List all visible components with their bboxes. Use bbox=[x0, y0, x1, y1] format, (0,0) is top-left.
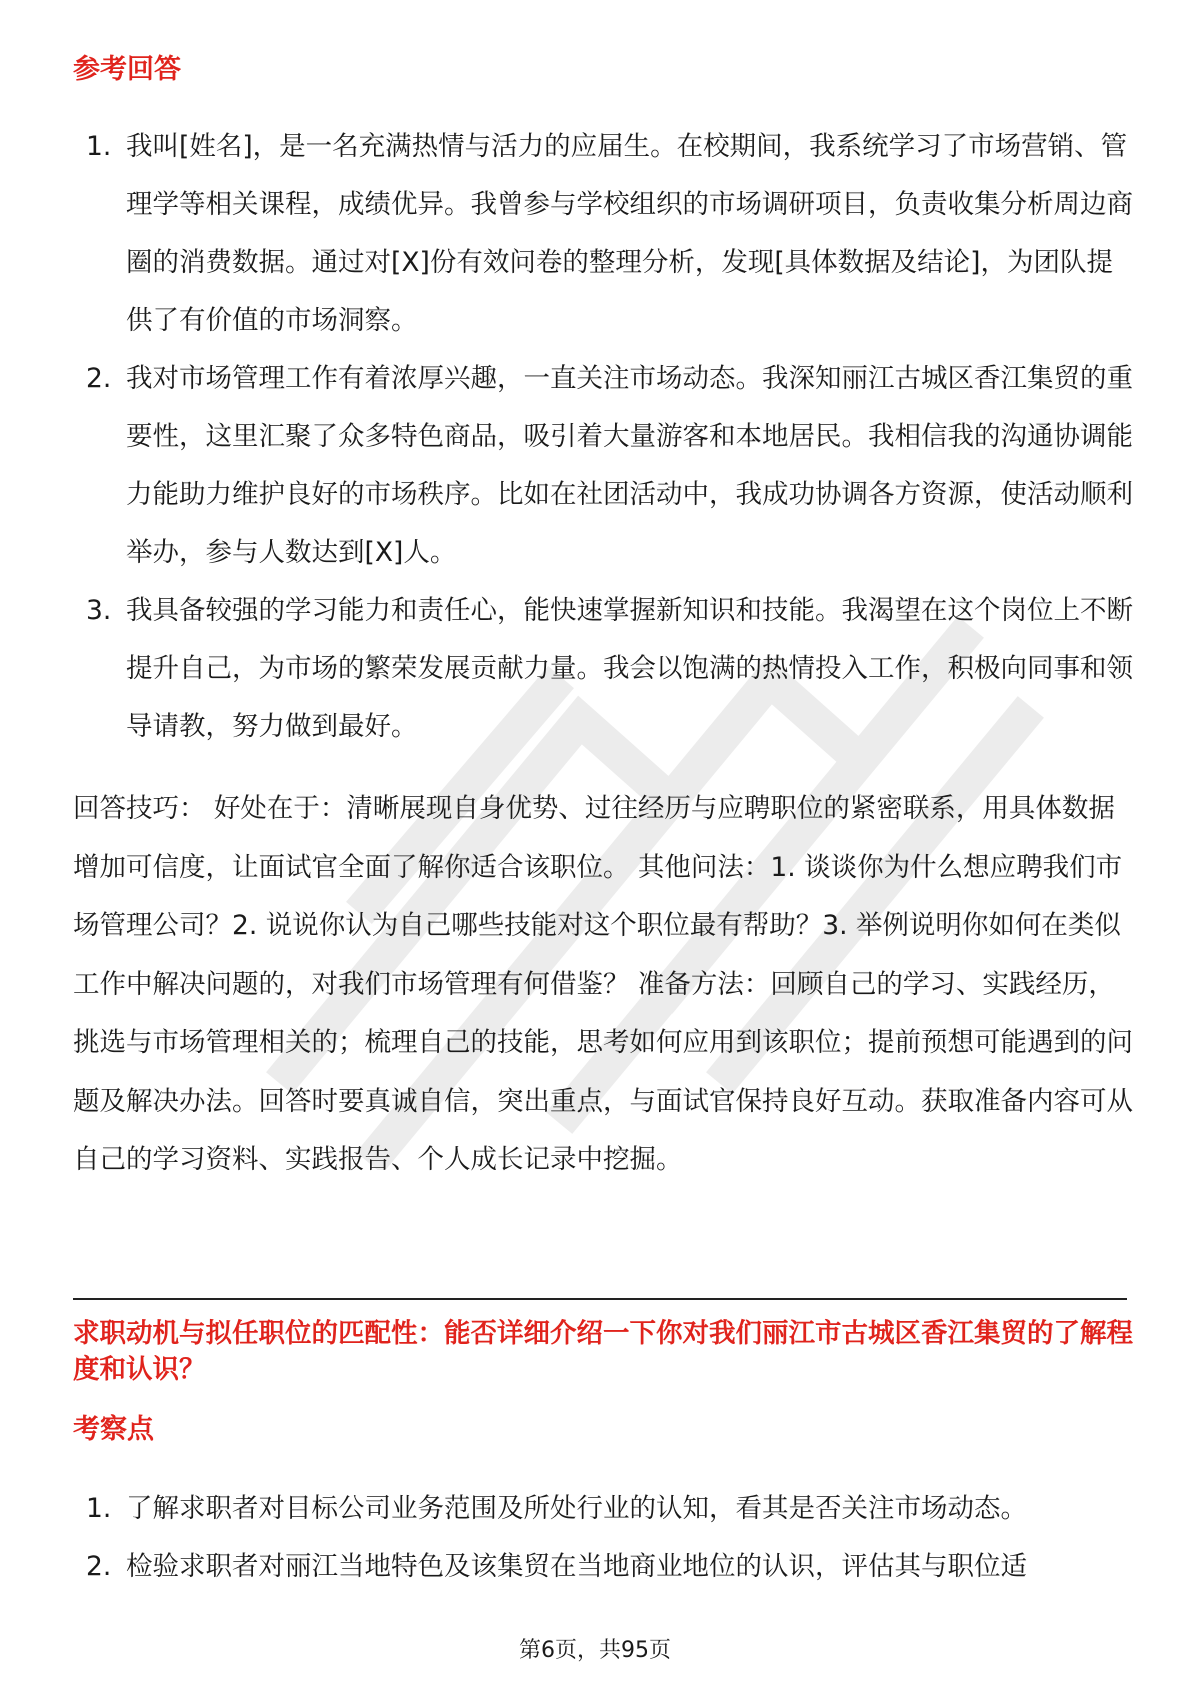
list-item-text: 我叫[姓名]，是一名充满热情与活力的应届生。在校期间，我系统学习了市场营销、管理学等相关课程，成绩优异。我曾参与学校组织的市场调研项目，负责收集分析周边商圈的消费数据。通过对[X]份有效问卷的整理分析，发现[具体数据及结论]，为团队提供了有价值的市场洞察。 bbox=[126, 131, 1133, 336]
list-item-number: 2. bbox=[86, 1551, 112, 1582]
list-item bbox=[73, 350, 1133, 582]
assessment-heading: 考察点 bbox=[73, 1414, 154, 1445]
list-item bbox=[73, 118, 1133, 350]
list-item-number: 1. bbox=[86, 131, 112, 162]
reference-answer-list bbox=[73, 118, 1133, 756]
list-item bbox=[73, 1538, 1133, 1596]
list-item-text: 了解求职者对目标公司业务范围及所处行业的认知，看其是否关注市场动态。 bbox=[126, 1493, 1027, 1524]
list-item-text: 我具备较强的学习能力和责任心，能快速掌握新知识和技能。我渴望在这个岗位上不断提升自己，为市场的繁荣发展贡献力量。我会以饱满的热情投入工作，积极向同事和领导请教，努力做到最好。 bbox=[126, 595, 1133, 742]
list-item bbox=[73, 1480, 1133, 1538]
assessment-list bbox=[73, 1480, 1133, 1596]
list-item-number: 1. bbox=[86, 1493, 112, 1524]
reference-answer-heading: 参考回答 bbox=[73, 54, 181, 85]
section-divider bbox=[73, 1298, 1127, 1300]
list-item-text: 我对市场管理工作有着浓厚兴趣，一直关注市场动态。我深知丽江古城区香江集贸的重要性，这里汇聚了众多特色商品，吸引着大量游客和本地居民。我相信我的沟通协调能力能助力维护良好的市场秩序。比如在社团活动中，我成功协调各方资源，使活动顺利举办，参与人数达到[X]人。 bbox=[126, 363, 1133, 568]
list-item-number: 2. bbox=[86, 363, 112, 394]
question-title: 求职动机与拟任职位的匹配性：能否详细介绍一下你对我们丽江市古城区香江集贸的了解程度和认识？ bbox=[73, 1318, 1133, 1385]
list-item bbox=[73, 582, 1133, 756]
list-item-number: 3. bbox=[86, 595, 112, 626]
list-item-text: 检验求职者对丽江当地特色及该集贸在当地商业地位的认识，评估其与职位适 bbox=[126, 1551, 1027, 1582]
answer-tips-paragraph: 回答技巧： 好处在于：清晰展现自身优势、过往经历与应聘职位的紧密联系，用具体数据增加可信度，让面试官全面了解你适合该职位。 其他问法：1. 谈谈你为什么想应聘我们市场管理公司？2. 说说你认为自己哪些技能对这个职位最有帮助？3. 举例说明你如何在类似工作中解决问题的，对我们市场管理有何借鉴？ 准备方法：回顾自己的学习、实践经历，挑选与市场管理相关的；梳理自己的技能，思考如何应用到该职位；提前预想可能遇到的问题及解决办法。回答时要真诚自信，突出重点，与面试官保持良好互动。获取准备内容可从自己的学习资料、实践报告、个人成长记录中挖掘。 bbox=[73, 793, 1133, 1175]
page-number: 第6页，共95页 bbox=[519, 1638, 671, 1663]
